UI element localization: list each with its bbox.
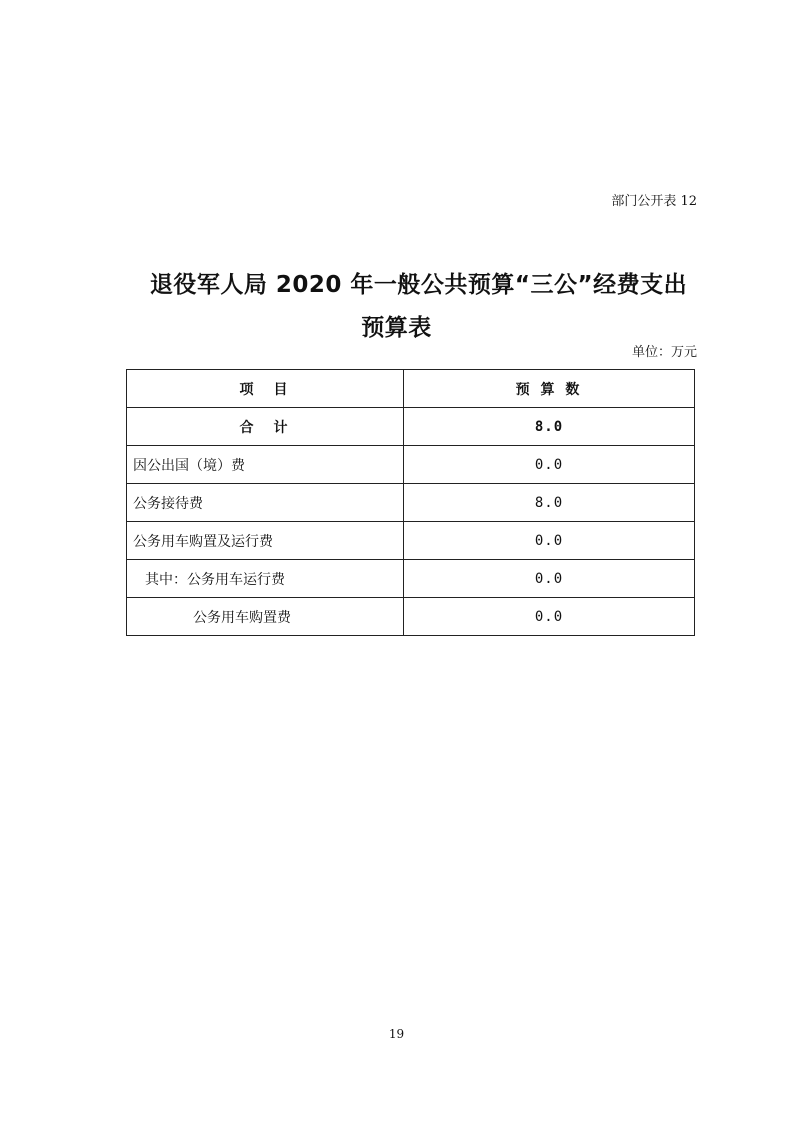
page-title-line-1: 退役军人局 2020 年一般公共预算“三公”经费支出 [149, 272, 688, 298]
column-header-item: 项 目 [127, 370, 404, 408]
row-value: 0.0 [404, 560, 695, 598]
row-item: 公务接待费 [127, 484, 404, 522]
unit-label: 单位：万元 [631, 345, 697, 360]
row-item: 公务用车购置费 [127, 598, 404, 636]
table-header-row [127, 370, 695, 408]
table-row [127, 560, 695, 598]
page-title-line-2: 预算表 [361, 315, 432, 341]
row-value: 0.0 [404, 446, 695, 484]
budget-table [126, 369, 695, 636]
row-item: 因公出国（境）费 [127, 446, 404, 484]
row-value: 0.0 [404, 522, 695, 560]
table-row [127, 484, 695, 522]
row-value: 8.0 [404, 484, 695, 522]
total-value: 8.0 [404, 408, 695, 446]
table-row [127, 446, 695, 484]
total-row [127, 408, 695, 446]
row-item: 其中：公务用车运行费 [127, 560, 404, 598]
table-row [127, 522, 695, 560]
total-label: 合 计 [127, 408, 404, 446]
table-number-label: 部门公开表 12 [611, 194, 697, 209]
page-number: 19 [388, 1027, 405, 1041]
column-header-budget: 预 算 数 [404, 370, 695, 408]
table-row [127, 598, 695, 636]
row-value: 0.0 [404, 598, 695, 636]
row-item: 公务用车购置及运行费 [127, 522, 404, 560]
